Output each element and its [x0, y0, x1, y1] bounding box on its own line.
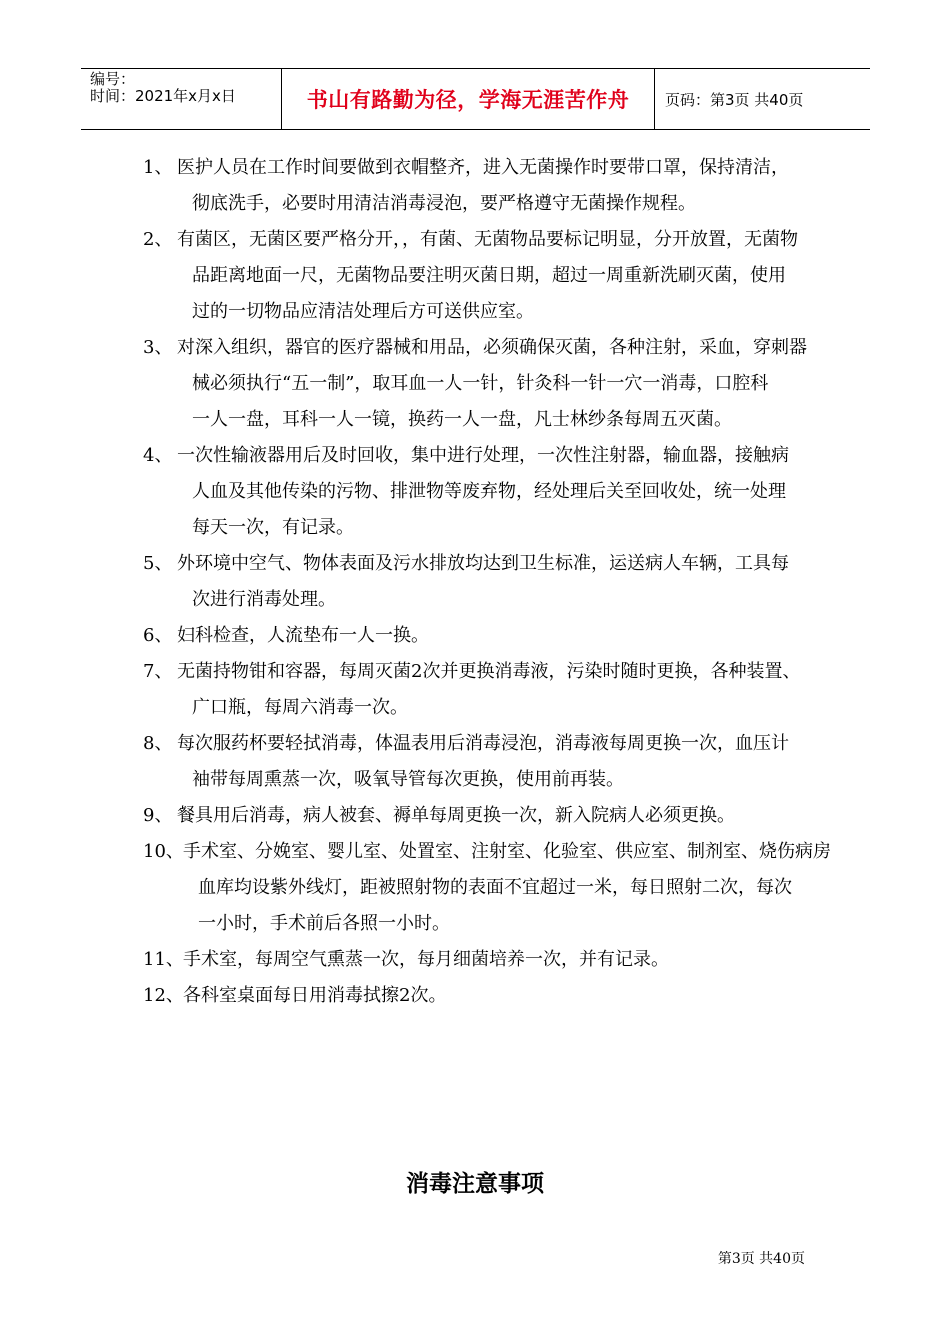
item-text-line: 一小时，手术前后各照一小时。 — [198, 913, 450, 934]
item-text-line: 品距离地面一尺，无菌物品要注明灭菌日期，超过一周重新洗刷灭菌，使用 — [192, 265, 786, 286]
item-number: 4、 — [143, 445, 173, 466]
item-text-line: 次进行消毒处理。 — [192, 589, 336, 610]
item-text — [183, 834, 833, 942]
code-label: 编号： — [90, 70, 136, 88]
item-number: 10、 — [143, 841, 184, 862]
item-number: 7、 — [143, 661, 173, 682]
item-number: 1、 — [143, 157, 173, 178]
item-text-line: 过的一切物品应清洁处理后方可送供应室。 — [192, 301, 534, 322]
item-text — [177, 330, 833, 438]
item-text-line: 对深入组织，器官的医疗器械和用品，必须确保灭菌，各种注射，采血，穿刺器 — [177, 337, 807, 358]
item-text-line: 人血及其他传染的污物、排泄物等废弃物，经处理后关至回收处，统一处理 — [192, 481, 786, 502]
item-number: 12、 — [143, 985, 184, 1006]
page-number-label: 页码：第3页 共40页 — [665, 90, 804, 109]
item-text-line: 无菌持物钳和容器，每周灭菌2次并更换消毒液，污染时随时更换，各种装置、 — [177, 661, 801, 682]
item-number: 5、 — [143, 553, 173, 574]
item-text — [183, 942, 833, 978]
list-item — [143, 618, 833, 654]
item-text — [177, 222, 833, 330]
list-item — [143, 654, 833, 726]
item-number: 9、 — [143, 805, 173, 826]
item-text-line: 妇科检查，人流垫布一人一换。 — [177, 625, 429, 646]
item-text — [177, 726, 833, 798]
item-text-line: 各科室桌面每日用消毒拭擦2次。 — [183, 985, 447, 1006]
list-item — [143, 330, 833, 438]
document-header — [81, 68, 870, 130]
item-text — [177, 798, 833, 834]
header-page-cell — [655, 69, 870, 129]
item-text — [183, 978, 833, 1014]
motto-text: 书山有路勤为径，学海无涯苦作舟 — [306, 87, 630, 112]
item-text-line: 一人一盘，耳科一人一镜，换药一人一盘，凡士林纱条每周五灭菌。 — [192, 409, 732, 430]
item-text-line: 每次服药杯要轻拭消毒，体温表用后消毒浸泡，消毒液每周更换一次，血压计 — [177, 733, 789, 754]
item-text-line: 餐具用后消毒，病人被套、褥单每周更换一次，新入院病人必须更换。 — [177, 805, 735, 826]
item-text — [177, 654, 833, 726]
item-text-line: 手术室，每周空气熏蒸一次，每月细菌培养一次，并有记录。 — [183, 949, 669, 970]
item-text-line: 医护人员在工作时间要做到衣帽整齐，进入无菌操作时要带口罩，保持清洁， — [177, 157, 789, 178]
item-text-line: 每天一次，有记录。 — [192, 517, 354, 538]
list-item — [143, 726, 833, 798]
list-item — [143, 978, 833, 1014]
item-number: 8、 — [143, 733, 173, 754]
list-item — [143, 798, 833, 834]
rules-list — [143, 150, 833, 1014]
item-number: 3、 — [143, 337, 173, 358]
section-title: 消毒注意事项 — [406, 1170, 544, 1197]
item-text-line: 彻底洗手，必要时用清洁消毒浸泡，要严格遵守无菌操作规程。 — [192, 193, 696, 214]
list-item — [143, 438, 833, 546]
item-text-line: 血库均设紫外线灯，距被照射物的表面不宜超过一米，每日照射二次，每次 — [198, 877, 792, 898]
item-text-line: 械必须执行“五一制”，取耳血一人一针，针灸科一针一穴一消毒，口腔科 — [192, 373, 769, 394]
item-text-line: 袖带每周熏蒸一次，吸氧导管每次更换，使用前再装。 — [192, 769, 624, 790]
item-text-line: 广口瓶，每周六消毒一次。 — [192, 697, 408, 718]
list-item — [143, 150, 833, 222]
item-text — [177, 618, 833, 654]
item-text — [177, 546, 833, 618]
item-text-line: 外环境中空气、物体表面及污水排放均达到卫生标准，运送病人车辆，工具每 — [177, 553, 789, 574]
item-number: 2、 — [143, 229, 173, 250]
list-item — [143, 222, 833, 330]
item-text-line: 有菌区，无菌区要严格分开，，有菌、无菌物品要标记明显，分开放置，无菌物 — [177, 229, 798, 250]
list-item — [143, 546, 833, 618]
item-number: 11、 — [143, 949, 184, 970]
list-item — [143, 942, 833, 978]
page-footer: 第3页 共40页 — [717, 1251, 805, 1267]
item-text — [177, 150, 833, 222]
list-item — [143, 834, 833, 942]
time-label: 时间：2021年x月x日 — [90, 87, 236, 105]
item-text-line: 一次性输液器用后及时回收，集中进行处理，一次性注射器，输血器，接触病 — [177, 445, 789, 466]
header-meta — [81, 69, 281, 129]
item-text — [177, 438, 833, 546]
item-text-line: 手术室、分娩室、婴儿室、处置室、注射室、化验室、供应室、制剂室、烧伤病房 — [183, 841, 831, 862]
header-motto-cell — [281, 69, 655, 129]
item-number: 6、 — [143, 625, 173, 646]
